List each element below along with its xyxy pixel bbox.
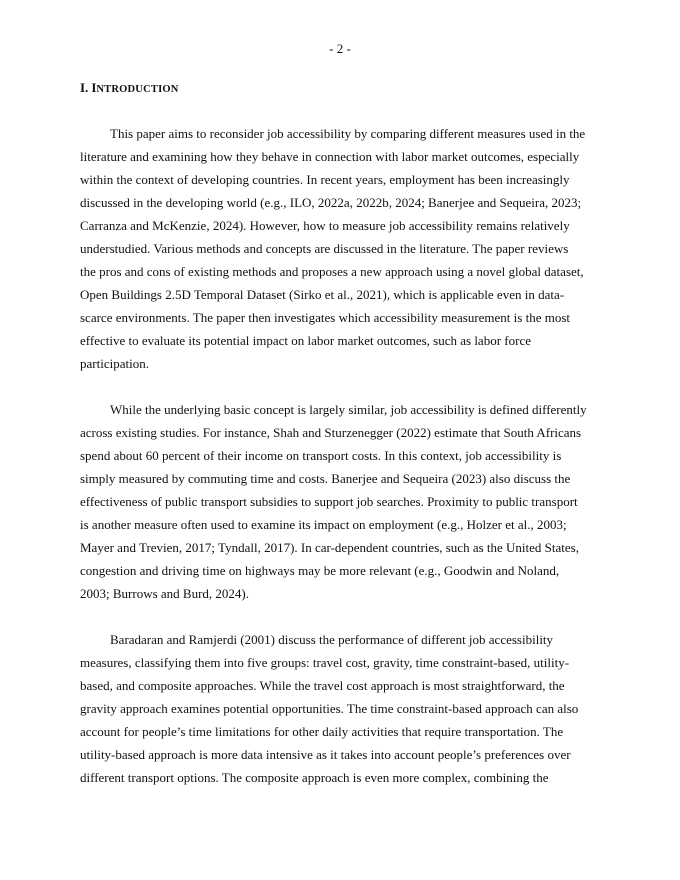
paragraph-line: This paper aims to reconsider job accessibility by comparing different measures used in the — [110, 126, 586, 141]
paragraph-line: gravity approach examines potential opportunities. The time constraint-based approach can also — [80, 701, 579, 716]
paragraph-line: within the context of developing countries. In recent years, employment has been increasingly — [80, 172, 570, 187]
paragraph-line: effective to evaluate its potential impact on labor market outcomes, such as labor force — [80, 333, 531, 348]
paragraph-line: Baradaran and Ramjerdi (2001) discuss the performance of different job accessibility — [110, 632, 554, 647]
page-number: - 2 - — [329, 41, 351, 56]
paragraph-line: understudied. Various methods and concepts are discussed in the literature. The paper reviews — [80, 241, 569, 256]
paragraph-line: spend about 60 percent of their income on transport costs. In this context, job accessibility is — [80, 448, 562, 463]
paragraph-line: Open Buildings 2.5D Temporal Dataset (Sirko et al., 2021), which is applicable even in data- — [80, 287, 565, 302]
paragraph-line: across existing studies. For instance, Shah and Sturzenegger (2022) estimate that South Africans — [80, 425, 582, 440]
paragraph-line: congestion and driving time on highways may be more relevant (e.g., Goodwin and Noland, — [80, 563, 560, 578]
section-heading — [80, 80, 179, 98]
paragraph-line: the pros and cons of existing methods and proposes a new approach using a novel global dataset, — [80, 264, 584, 279]
paragraph-line: While the underlying basic concept is largely similar, job accessibility is defined differently — [110, 402, 587, 417]
paragraph-line: account for people’s time limitations for other daily activities that require transportation. The — [80, 724, 564, 739]
paragraph-line: effectiveness of public transport subsidies to support job searches. Proximity to public transport — [80, 494, 578, 509]
paragraph-1 — [80, 122, 600, 375]
paragraph-line: measures, classifying them into five groups: travel cost, gravity, time constraint-based, utility- — [80, 655, 570, 670]
paragraph-line: discussed in the developing world (e.g., ILO, 2022a, 2022b, 2024; Banerjee and Sequeira, 2023; — [80, 195, 582, 210]
paragraph-line: Carranza and McKenzie, 2024). However, how to measure job accessibility remains relatively — [80, 218, 570, 233]
paragraph-line: participation. — [80, 356, 149, 371]
paragraph-line: different transport options. The composite approach is even more complex, combining the — [80, 770, 549, 785]
paragraph-line: scarce environments. The paper then investigates which accessibility measurement is the most — [80, 310, 571, 325]
paragraph-line: simply measured by commuting time and costs. Banerjee and Sequeira (2023) also discuss the — [80, 471, 571, 486]
paragraph-line: utility-based approach is more data intensive as it takes into account people’s preferences over — [80, 747, 571, 762]
section-number: I. — [80, 80, 89, 95]
paragraph-2 — [80, 398, 600, 605]
paragraph-line: is another measure often used to examine its impact on employment (e.g., Holzer et al., 2003; — [80, 517, 567, 532]
paragraph-line: based, and composite approaches. While the travel cost approach is most straightforward, the — [80, 678, 565, 693]
paragraph-line: 2003; Burrows and Burd, 2024). — [80, 586, 249, 601]
section-title-initial: I — [91, 80, 97, 95]
section-title-rest: NTRODUCTION — [96, 84, 179, 95]
paragraph-line: Mayer and Trevien, 2017; Tyndall, 2017). In car-dependent countries, such as the United States, — [80, 540, 579, 555]
paragraph-line: literature and examining how they behave in connection with labor market outcomes, especially — [80, 149, 580, 164]
paragraph-3 — [80, 628, 600, 789]
